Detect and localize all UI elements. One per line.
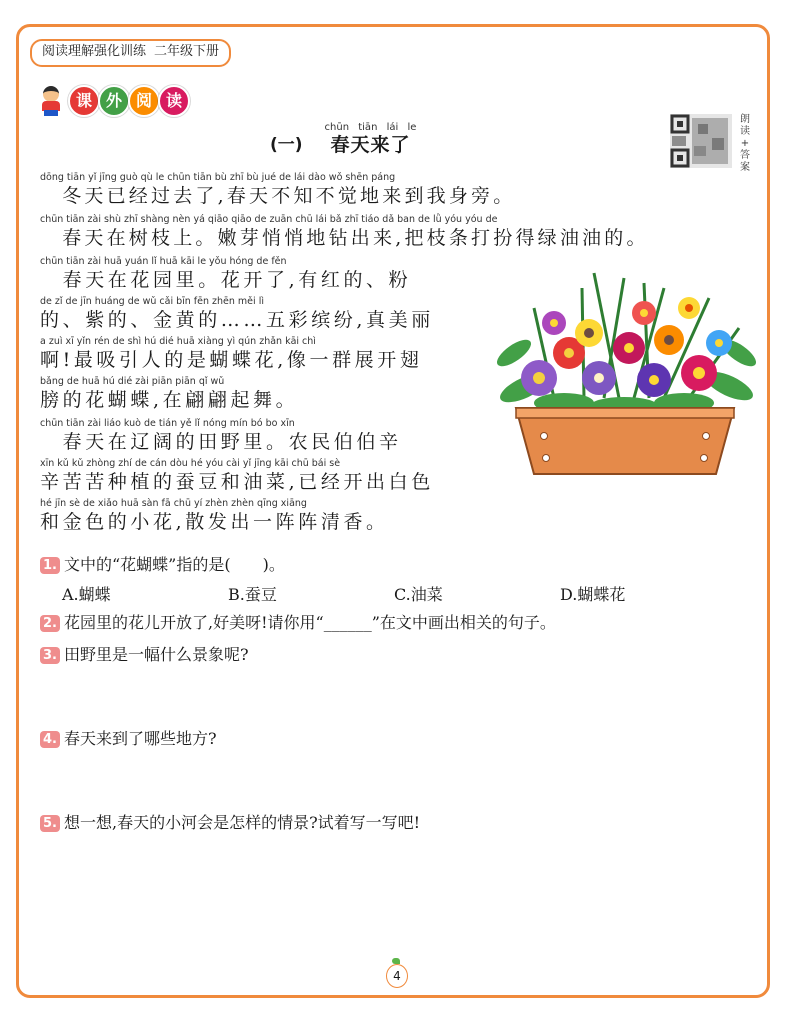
option-a[interactable]: A.蝴蝶 [62,585,111,604]
qr-code-icon[interactable] [670,114,732,168]
pinyin-line: dōng tiān yǐ jīng guò qù le chūn tiān bù zhī bù jué de lái dào wǒ shēn páng [40,172,396,183]
passage-line [40,336,422,372]
flower-planter-illustration [494,268,756,480]
option-c[interactable]: C.油菜 [394,585,443,604]
title-number: (一) [270,135,303,155]
passage-line [40,172,515,208]
question-5 [40,812,420,834]
question-text: 田野里是一幅什么景象呢? [64,645,249,664]
passage-line [40,256,411,292]
question-2 [40,612,556,634]
section-banner [38,86,188,116]
passage-line [40,214,649,250]
book-header-tab [30,39,231,67]
title-text: 春天来了 [330,134,411,156]
question-text: 春天来到了哪些地方? [64,729,217,748]
cartoon-boy-icon [38,86,64,116]
hanzi-line: 春天在花园里。花开了,有红的、粉 [40,269,412,291]
option-d[interactable]: D.蝴蝶花 [560,585,626,604]
series-title: 阅读理解强化训练 [42,44,147,59]
pinyin-line: chūn tiān zài huā yuán lǐ huā kāi le yǒu hóng de fěn [40,256,287,267]
pinyin-line: bǎng de huā hú dié zài piān piān qǐ wǔ [40,376,225,387]
question-number: 3. [40,647,60,664]
question-text: 想一想,春天的小河会是怎样的情景?试着写一写吧! [64,813,421,832]
question-text: 文中的“花蝴蝶”指的是( )。 [64,555,285,574]
question-number: 5. [40,815,60,832]
question-number: 1. [40,557,60,574]
hanzi-line: 的、紫的、金黄的……五彩缤纷,真美丽 [40,309,434,331]
pinyin-line: de zǐ de jīn huáng de wǔ cǎi bīn fēn zhēn měi lì [40,296,264,307]
option-b[interactable]: B.蚕豆 [228,585,277,604]
question-3 [40,644,249,666]
passage-line [40,458,434,494]
section-char-1: 课 [68,85,100,117]
qr-label: 朗 读 + 答 案 [740,114,750,173]
section-char-4: 读 [158,85,190,117]
section-char-2: 外 [98,85,130,117]
passage-title [270,122,416,156]
passage-line [40,498,389,534]
section-char-3: 阅 [128,85,160,117]
pinyin-line: hé jīn sè de xiǎo huā sàn fā chū yí zhèn zhèn qīng xiāng [40,498,307,509]
question-text: 花园里的花儿开放了,好美呀!请你用“______”在文中画出相关的句子。 [64,613,556,632]
pinyin-line: chūn tiān zài liáo kuò de tián yě lǐ nóng mín bó bo xīn [40,418,295,429]
hanzi-line: 春天在树枝上。嫩芽悄悄地钻出来,把枝条打扮得绿油油的。 [40,227,649,249]
hanzi-line: 和金色的小花,散发出一阵阵清香。 [40,511,389,533]
grade-label: 二年级下册 [154,44,220,59]
question-number: 4. [40,731,60,748]
hanzi-line: 冬天已经过去了,春天不知不觉地来到我身旁。 [40,185,516,207]
hanzi-line: 啊!最吸引人的是蝴蝶花,像一群展开翅 [40,349,423,371]
pinyin-line: a zuì xī yǐn rén de shì hú dié huā xiàng yì qún zhǎn kāi chì [40,336,316,347]
pinyin-line: xīn kǔ kǔ zhòng zhí de cán dòu hé yóu cài yǐ jīng kāi chū bái sè [40,458,341,469]
question-1 [40,554,285,576]
title-pinyin: chūn tiān lái le [324,122,417,133]
hanzi-line: 春天在辽阔的田野里。农民伯伯辛 [40,431,402,453]
page-number: 4 [386,964,408,988]
passage-line [40,418,402,454]
hanzi-line: 辛苦苦种植的蚕豆和油菜,已经开出白色 [40,471,434,493]
question-number: 2. [40,615,60,632]
passage-line [40,296,434,332]
answer-options [62,582,682,604]
passage-line [40,376,298,412]
hanzi-line: 膀的花蝴蝶,在翩翩起舞。 [40,389,299,411]
question-4 [40,728,217,750]
pinyin-line: chūn tiān zài shù zhī shàng nèn yá qiāo qiāo de zuān chū lái bǎ zhī tiáo dǎ ban de lǜ yóu yóu de [40,214,498,225]
